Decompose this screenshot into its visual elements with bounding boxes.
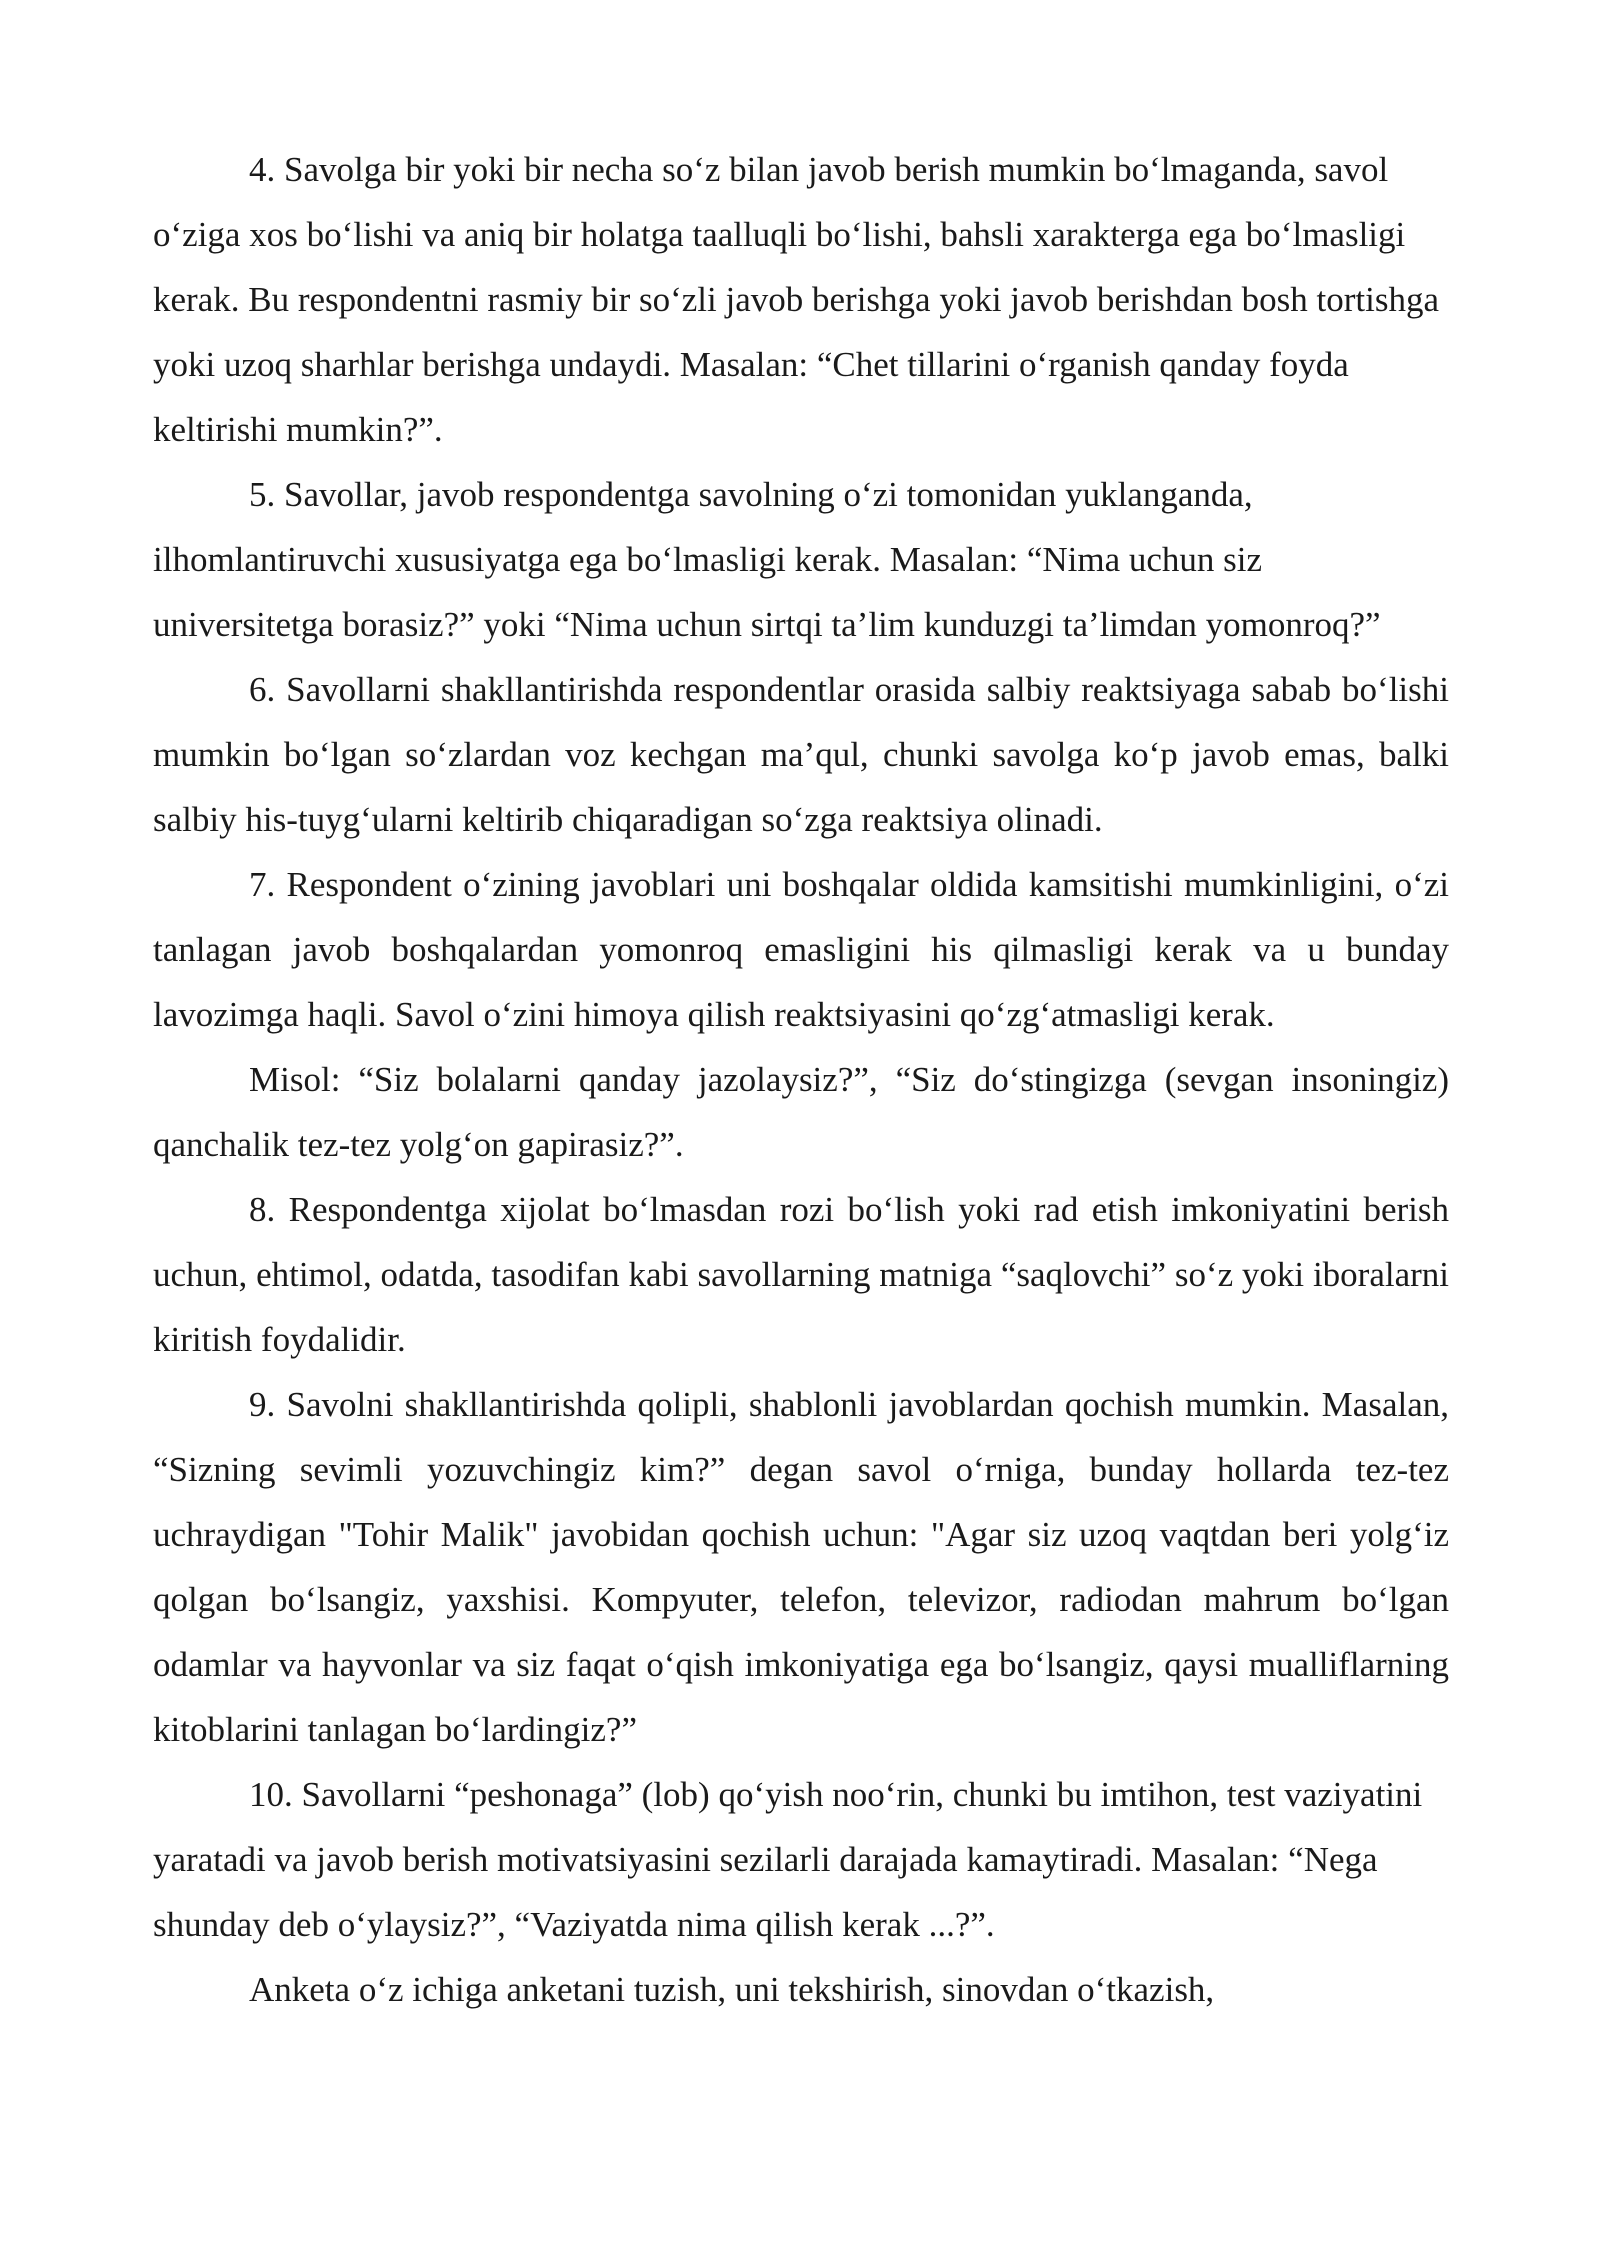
paragraph-4: 4. Savolga bir yoki bir necha so‘z bilan javob berish mumkin bo‘lmaganda, savol o‘ziga xos bo‘lishi va aniq bir holatga taalluqli bo‘lishi, bahsli xarakterga ega bo‘lmasligi kerak. Bu respondentni rasmiy bir so‘zli javob berishga yoki javob berishdan bosh tortishga yoki uzoq sharhlar berishga undaydi. Masalan: “Chet tillarini o‘rganish qanday foyda keltirishi mumkin?”. — [153, 150, 1439, 449]
paragraph-5: 5. Savollar, javob respondentga savolning o‘zi tomonidan yuklanganda, ilhomlantiruvchi xususiyatga ega bo‘lmasligi kerak. Masalan: “Nima uchun siz universitetga borasiz?” yoki “Nima uchun sirtqi ta’lim kunduzgi ta’limdan yomonroq?” — [153, 475, 1381, 644]
paragraph-6: 6. Savollarni shakllantirishda respondentlar orasida salbiy reaktsiyaga sabab bo‘lishi mumkin bo‘lgan so‘zlardan voz kechgan ma’qul, chunki savolga ko‘p javob emas, balki salbiy his-tuyg‘ularni keltirib chiqaradigan so‘zga reaktsiya olinadi. — [153, 670, 1449, 839]
paragraph-9: 9. Savolni shakllantirishda qolipli, shablonli javoblardan qochish mumkin. Masalan, “Sizning sevimli yozuvchingiz kim?” degan savol o‘rniga, bunday hollarda tez-tez uchraydigan "Tohir Malik" javobidan qochish uchun: "Agar siz uzoq vaqtdan beri yolg‘iz qolgan bo‘lsangiz, yaxshisi. Kompyuter, telefon, televizor, radiodan mahrum bo‘lgan odamlar va hayvonlar va siz faqat o‘qish imkoniyatiga ega bo‘lsangiz, qaysi mualliflarning kitoblarini tanlagan bo‘lardingiz?” — [153, 1385, 1449, 1749]
paragraph-8: 8. Respondentga xijolat bo‘lmasdan rozi bo‘lish yoki rad etish imkoniyatini berish uchun, ehtimol, odatda, tasodifan kabi savollarning matniga “saqlovchi” so‘z yoki iboralarni kiritish foydalidir. — [153, 1190, 1449, 1359]
paragraph-10: 10. Savollarni “peshonaga” (lob) qo‘yish noo‘rin, chunki bu imtihon, test vaziyatini yaratadi va javob berish motivatsiyasini sezilarli darajada kamaytiradi. Masalan: “Nega shunday deb o‘ylaysiz?”, “Vaziyatda nima qilish kerak ...?”. — [153, 1775, 1423, 1944]
paragraph-7: 7. Respondent o‘zining javoblari uni boshqalar oldida kamsitishi mumkinligini, o‘zi tanlagan javob boshqalardan yomonroq emasligini his qilmasligi kerak va u bunday lavozimga haqli. Savol o‘zini himoya qilish reaktsiyasini qo‘zg‘atmasligi kerak. — [153, 865, 1449, 1034]
document-page — [153, 137, 1449, 2022]
paragraph-anketa: Anketa o‘z ichiga anketani tuzish, uni tekshirish, sinovdan o‘tkazish, — [249, 1970, 1215, 2009]
paragraph-example: Misol: “Siz bolalarni qanday jazolaysiz?”, “Siz do‘stingizga (sevgan insoningiz) qanchalik tez-tez yolg‘on gapirasiz?”. — [153, 1060, 1449, 1164]
